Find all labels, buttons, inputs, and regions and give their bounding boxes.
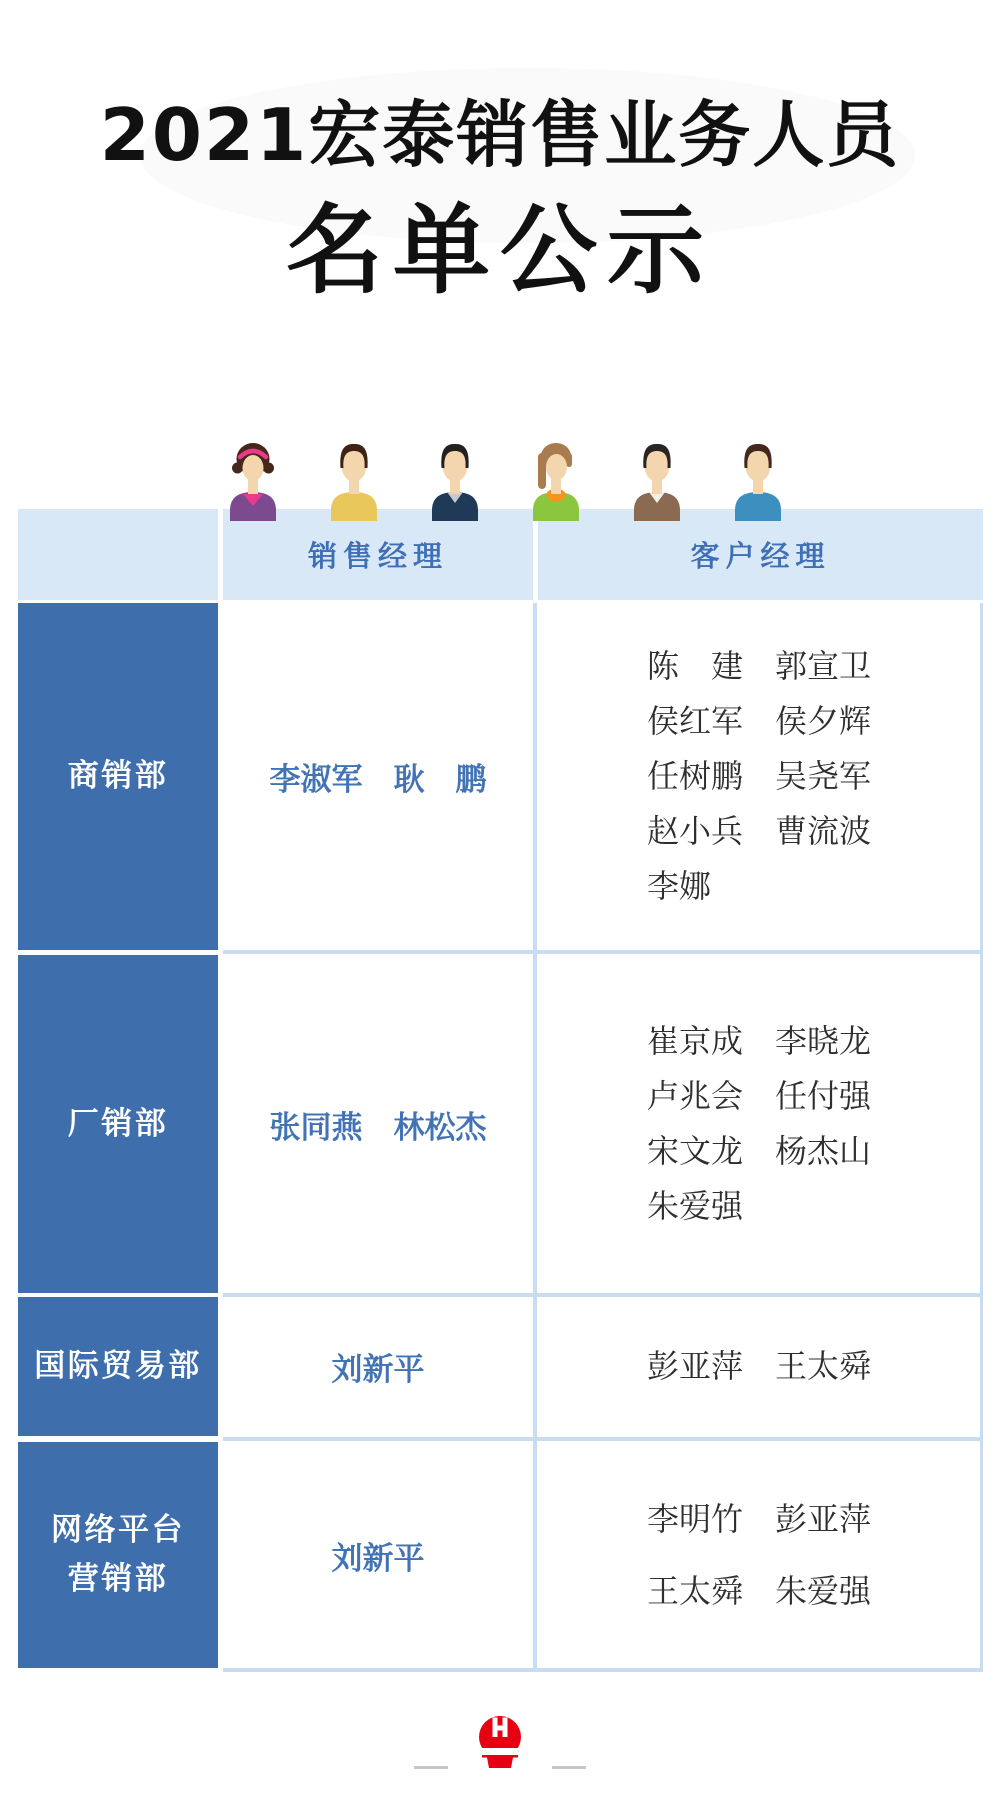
department-label: 国际贸易部 <box>34 1348 202 1384</box>
department-label: 营销部 <box>67 1561 169 1597</box>
avatar-woman-long-hair-icon <box>526 435 586 521</box>
sales-manager-cell: 刘新平 <box>223 1442 533 1668</box>
customer-name-line: 朱爱强 <box>646 1187 743 1225</box>
customer-name-line: 崔京成 李晓龙 <box>646 1022 871 1060</box>
department-label: 网络平台 <box>51 1512 185 1548</box>
row-divider <box>223 1293 983 1297</box>
footer-dash-right <box>552 1766 586 1769</box>
department-label: 厂销部 <box>67 1105 169 1142</box>
customer-name-line: 赵小兵 曹流波 <box>646 812 871 850</box>
customer-name-line: 卢兆会 任付强 <box>646 1077 871 1115</box>
customer-manager-cell <box>538 603 980 950</box>
department-cell <box>18 1442 218 1668</box>
department-cell <box>18 603 218 950</box>
hongtai-logo-icon <box>470 1716 530 1768</box>
customer-name-list <box>647 1014 871 1234</box>
department-label: 商销部 <box>67 758 169 794</box>
customer-name-line: 陈 建 郭宣卫 <box>646 647 871 685</box>
table-header-customer-manager: 客户经理 <box>538 509 983 600</box>
sales-manager-cell: 刘新平 <box>223 1297 533 1436</box>
sales-manager-cell: 李淑军 耿 鹏 <box>223 603 533 950</box>
customer-manager-cell <box>538 1297 980 1436</box>
customer-name-line: 李娜 <box>646 867 711 905</box>
customer-name-line: 宋文龙 杨杰山 <box>646 1132 871 1170</box>
column-divider <box>533 603 537 1672</box>
avatar-man-blue-shirt-icon <box>728 435 788 521</box>
customer-name-line: 侯红军 侯夕辉 <box>646 702 871 740</box>
avatar-man-navy-suit-icon <box>425 435 485 521</box>
customer-manager-cell <box>538 955 980 1293</box>
avatar-woman-pink-headband-icon <box>223 435 283 521</box>
avatar-man-brown-jacket-icon <box>627 435 687 521</box>
row-divider <box>223 950 983 954</box>
avatar-man-yellow-shirt-icon <box>324 435 384 521</box>
footer-dash-left <box>414 1766 448 1769</box>
poster-title-line1: 2021宏泰销售业务人员 <box>99 93 901 177</box>
customer-name-line: 王太舜 朱爱强 <box>646 1572 871 1610</box>
table-header-department <box>18 509 218 600</box>
customer-manager-cell <box>538 1442 980 1668</box>
customer-name-line: 彭亚萍 王太舜 <box>646 1347 871 1385</box>
sales-manager-cell: 张同燕 林松杰 <box>223 955 533 1293</box>
poster-title-line2: 名单公示 <box>286 194 714 307</box>
table-right-border <box>980 603 983 1672</box>
row-divider <box>223 1437 983 1441</box>
customer-name-list <box>647 1483 871 1627</box>
customer-name-list <box>647 1339 871 1394</box>
table-header-sales-manager: 销售经理 <box>223 509 533 600</box>
customer-name-list <box>647 639 871 914</box>
department-cell <box>18 1297 218 1436</box>
table-bottom-border <box>223 1668 983 1672</box>
customer-name-line: 李明竹 彭亚萍 <box>646 1500 871 1538</box>
customer-name-line: 任树鹏 吴尧军 <box>646 757 871 795</box>
department-cell <box>18 955 218 1293</box>
